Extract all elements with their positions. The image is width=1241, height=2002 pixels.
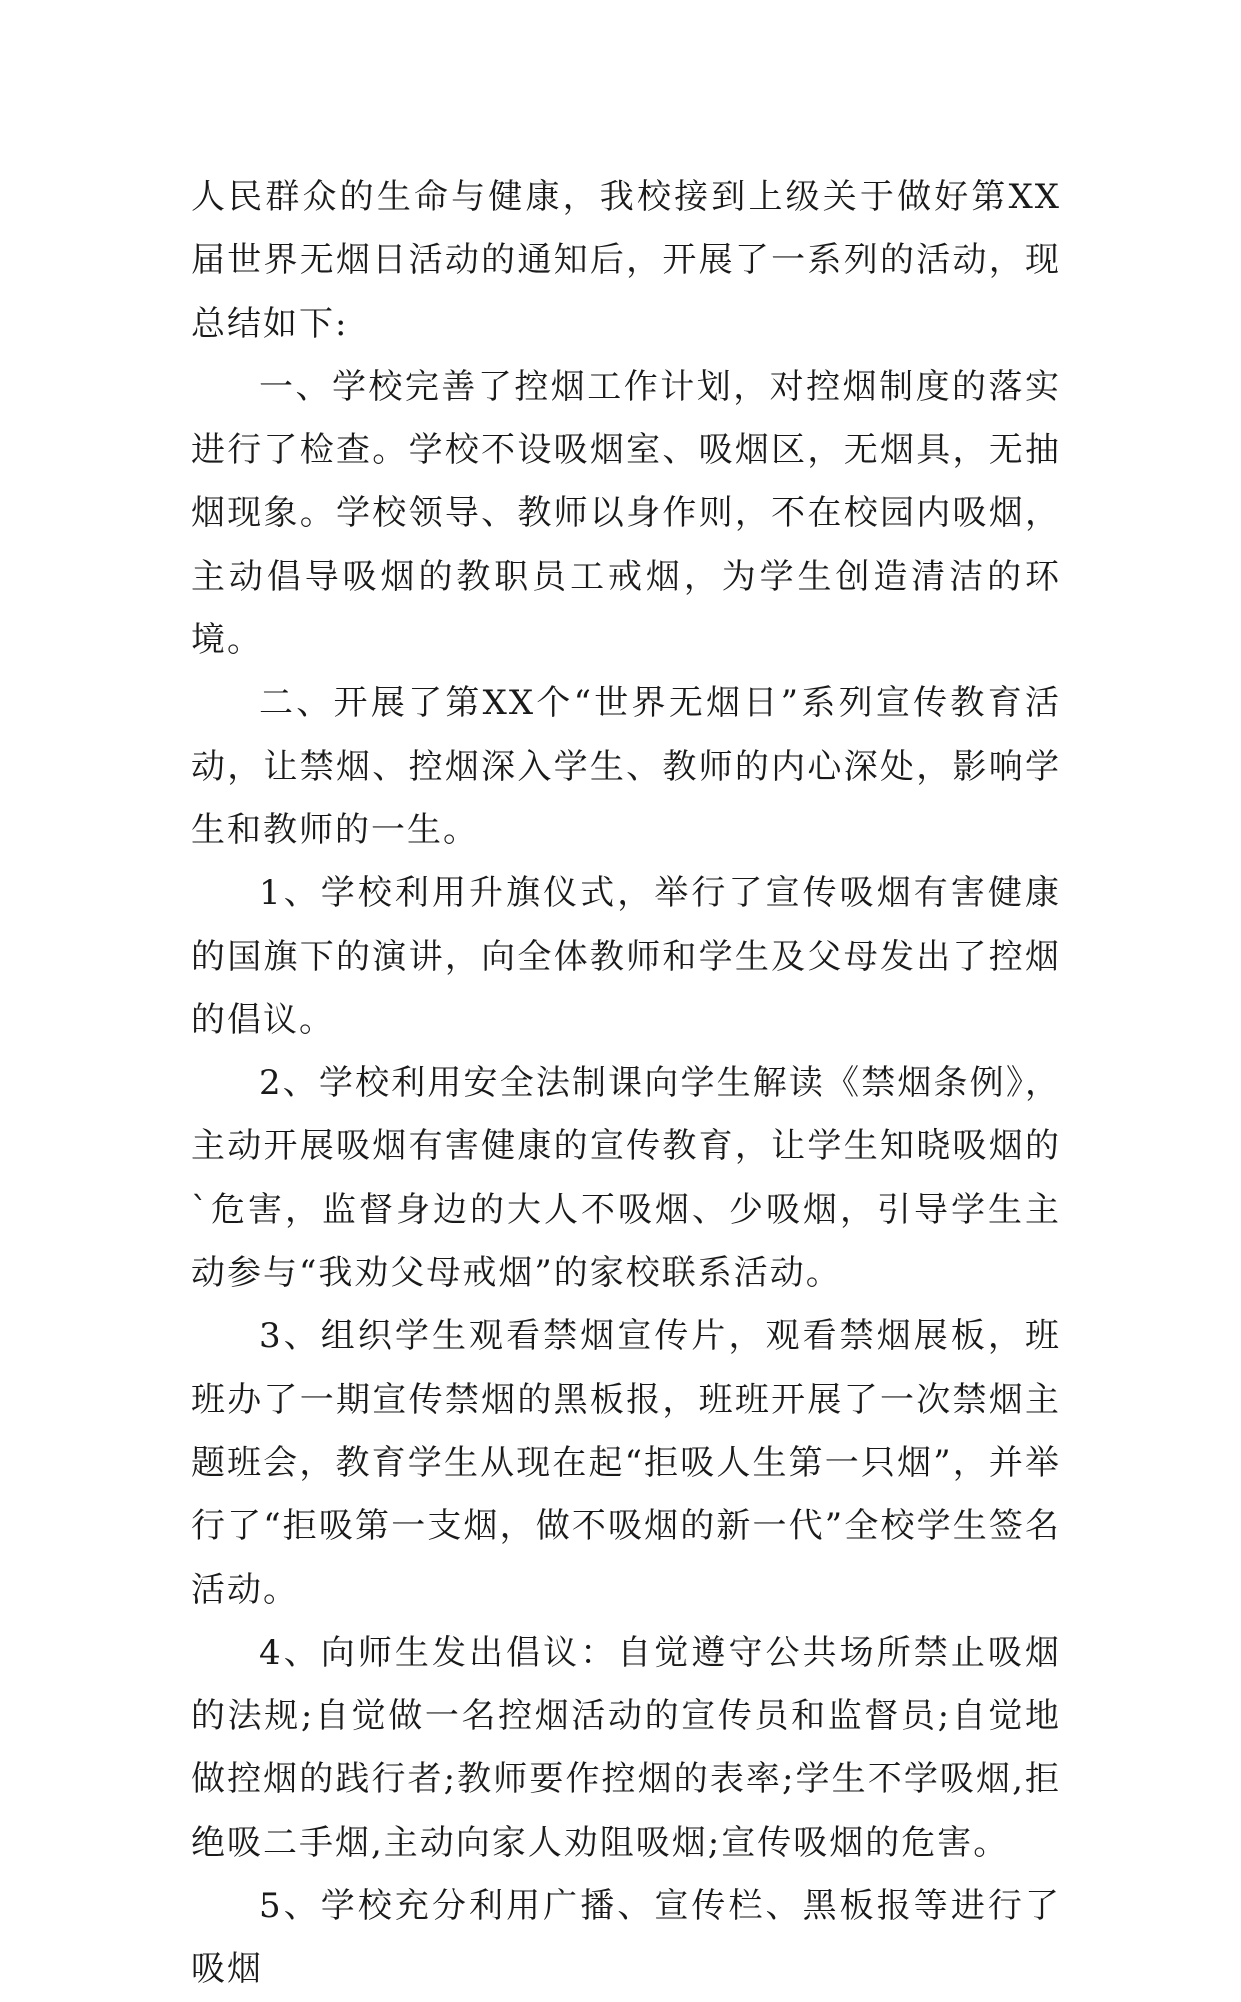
paragraph-item-4: 4、向师生发出倡议：自觉遵守公共场所禁止吸烟的法规;自觉做一名控烟活动的宣传员和监督员;自觉地做控烟的践行者;教师要作控烟的表率;学生不学吸烟,拒绝吸二手烟,主动向家人劝阻吸烟;宣传吸烟的危害。 xyxy=(191,1632,1061,1863)
document-body xyxy=(191,166,1061,2002)
paragraph-item-3: 3、组织学生观看禁烟宣传片，观看禁烟展板，班班办了一期宣传禁烟的黑板报，班班开展了一次禁烟主题班会，教育学生从现在起“拒吸人生第一只烟”，并举行了“拒吸第一支烟，做不吸烟的新一代”全校学生签名活动。 xyxy=(191,1316,1061,1610)
paragraph-section-2: 二、开展了第XX个“世界无烟日”系列宣传教育活动，让禁烟、控烟深入学生、教师的内心深处，影响学生和教师的一生。 xyxy=(191,683,1061,850)
paragraph-intro: 人民群众的生命与健康，我校接到上级关于做好第XX届世界无烟日活动的通知后，开展了一系列的活动，现总结如下: xyxy=(191,177,1061,344)
paragraph-item-1: 1、学校利用升旗仪式，举行了宣传吸烟有害健康的国旗下的演讲，向全体教师和学生及父母发出了控烟的倡议。 xyxy=(191,873,1061,1040)
paragraph-item-5: 5、学校充分利用广播、宣传栏、黑板报等进行了吸烟 xyxy=(191,1886,1061,1990)
paragraph-section-1: 一、学校完善了控烟工作计划，对控烟制度的落实进行了检查。学校不设吸烟室、吸烟区，无烟具，无抽烟现象。学校领导、教师以身作则，不在校园内吸烟，主动倡导吸烟的教职员工戒烟，为学生创造清洁的环境。 xyxy=(191,366,1061,661)
paragraph-item-2: 2、学校利用安全法制课向学生解读《禁烟条例》，主动开展吸烟有害健康的宣传教育，让学生知晓吸烟的`危害，监督身边的大人不吸烟、少吸烟，引导学生主动参与“我劝父母戒烟”的家校联系活动。 xyxy=(191,1063,1061,1294)
